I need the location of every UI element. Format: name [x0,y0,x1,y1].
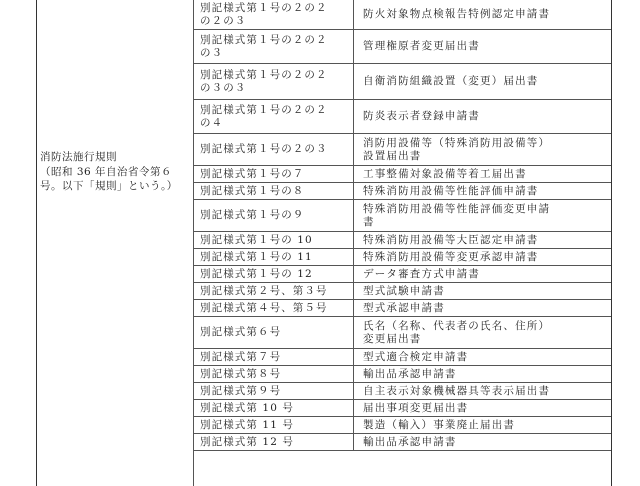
form-title-cell: データ審査方式申請書 [363,267,480,280]
form-number-cell: 別記様式第１号の８ [193,183,354,199]
form-number-cell: 別記様式第 10 号 [193,400,354,416]
law-name-cell: 消防法施行規則 （昭和 36 年自治省令第６号。以下「規則」という。） [40,151,178,192]
form-title-cell: 防火対象物点検報告特例認定申請書 [363,8,551,20]
table-row [193,232,611,249]
form-number-cell: 別記様式第１号の 12 [193,266,354,282]
form-number-cell: 別記様式第７号 [193,349,354,365]
form-title-cell: 工事整備対象設備等着工届出書 [363,167,527,180]
form-number-cell: 別記様式第１号の９ [193,200,354,231]
form-title-cell: 管理権原者変更届出書 [363,40,480,52]
table-row [193,100,611,134]
form-title-cell: 自衛消防組織設置（変更）届出書 [363,75,539,87]
form-number-cell: 別記様式第１号の２の２ の３の３ [193,64,354,99]
table-row [193,434,611,451]
form-number-cell: 別記様式第１号の 11 [193,249,354,265]
form-number-cell: 別記様式第 12 号 [193,434,354,450]
table-row [193,30,611,64]
table-row [193,349,611,366]
form-title-cell: 消防用設備等（特殊消防用設備等） 設置届出書 [363,136,551,162]
table-row [193,283,611,300]
form-number-cell: 別記様式第１号の７ [193,166,354,182]
table-row [193,183,611,200]
table-row [193,166,611,183]
table-row [193,266,611,283]
table-row [193,366,611,383]
form-number-cell: 別記様式第４号、第５号 [193,300,354,316]
form-title-cell: 防炎表示者登録申請書 [363,110,480,122]
forms-table [36,0,612,486]
table-row [193,383,611,400]
table-row [193,249,611,266]
form-title-cell: 特殊消防用設備等性能評価変更申請 書 [363,202,551,228]
form-title-cell: 製造（輸入）事業廃止届出書 [363,418,516,431]
form-number-cell: 別記様式第９号 [193,383,354,399]
form-number-cell: 別記様式第６号 [193,317,354,348]
form-title-cell: 氏名（名称、代表者の氏名、住所） 変更届出書 [363,319,551,345]
law-column [37,0,194,486]
table-row [193,0,611,30]
form-title-cell: 届出事項変更届出書 [363,401,469,414]
form-number-cell: 別記様式第 11 号 [193,417,354,433]
table-row [193,417,611,434]
table-row [193,134,611,166]
table-row [193,200,611,232]
form-number-cell: 別記様式第２号、第３号 [193,283,354,299]
form-number-cell: 別記様式第１号の２の２ の３ [193,30,354,63]
table-row [193,400,611,417]
form-title-cell: 型式適合検定申請書 [363,350,469,363]
form-title-cell: 特殊消防用設備等変更承認申請書 [363,250,539,263]
form-title-cell: 型式試験申請書 [363,284,445,297]
form-number-cell: 別記様式第８号 [193,366,354,382]
form-title-cell: 特殊消防用設備等大臣認定申請書 [363,233,539,246]
form-title-cell: 型式承認申請書 [363,301,445,314]
form-number-cell: 別記様式第１号の２の２ の２の３ [193,0,354,29]
form-title-cell: 輸出品承認申請書 [363,367,457,380]
form-title-cell: 自主表示対象機械器具等表示届出書 [363,384,551,397]
form-number-cell: 別記様式第１号の２の３ [193,134,354,165]
table-row [193,317,611,349]
table-row [193,64,611,100]
form-number-cell: 別記様式第１号の 10 [193,232,354,248]
forms-list [193,0,611,451]
form-title-cell: 特殊消防用設備等性能評価申請書 [363,184,539,197]
table-row [193,300,611,317]
form-number-cell: 別記様式第１号の２の２ の４ [193,100,354,133]
form-title-cell: 輸出品承認申請書 [363,435,457,448]
